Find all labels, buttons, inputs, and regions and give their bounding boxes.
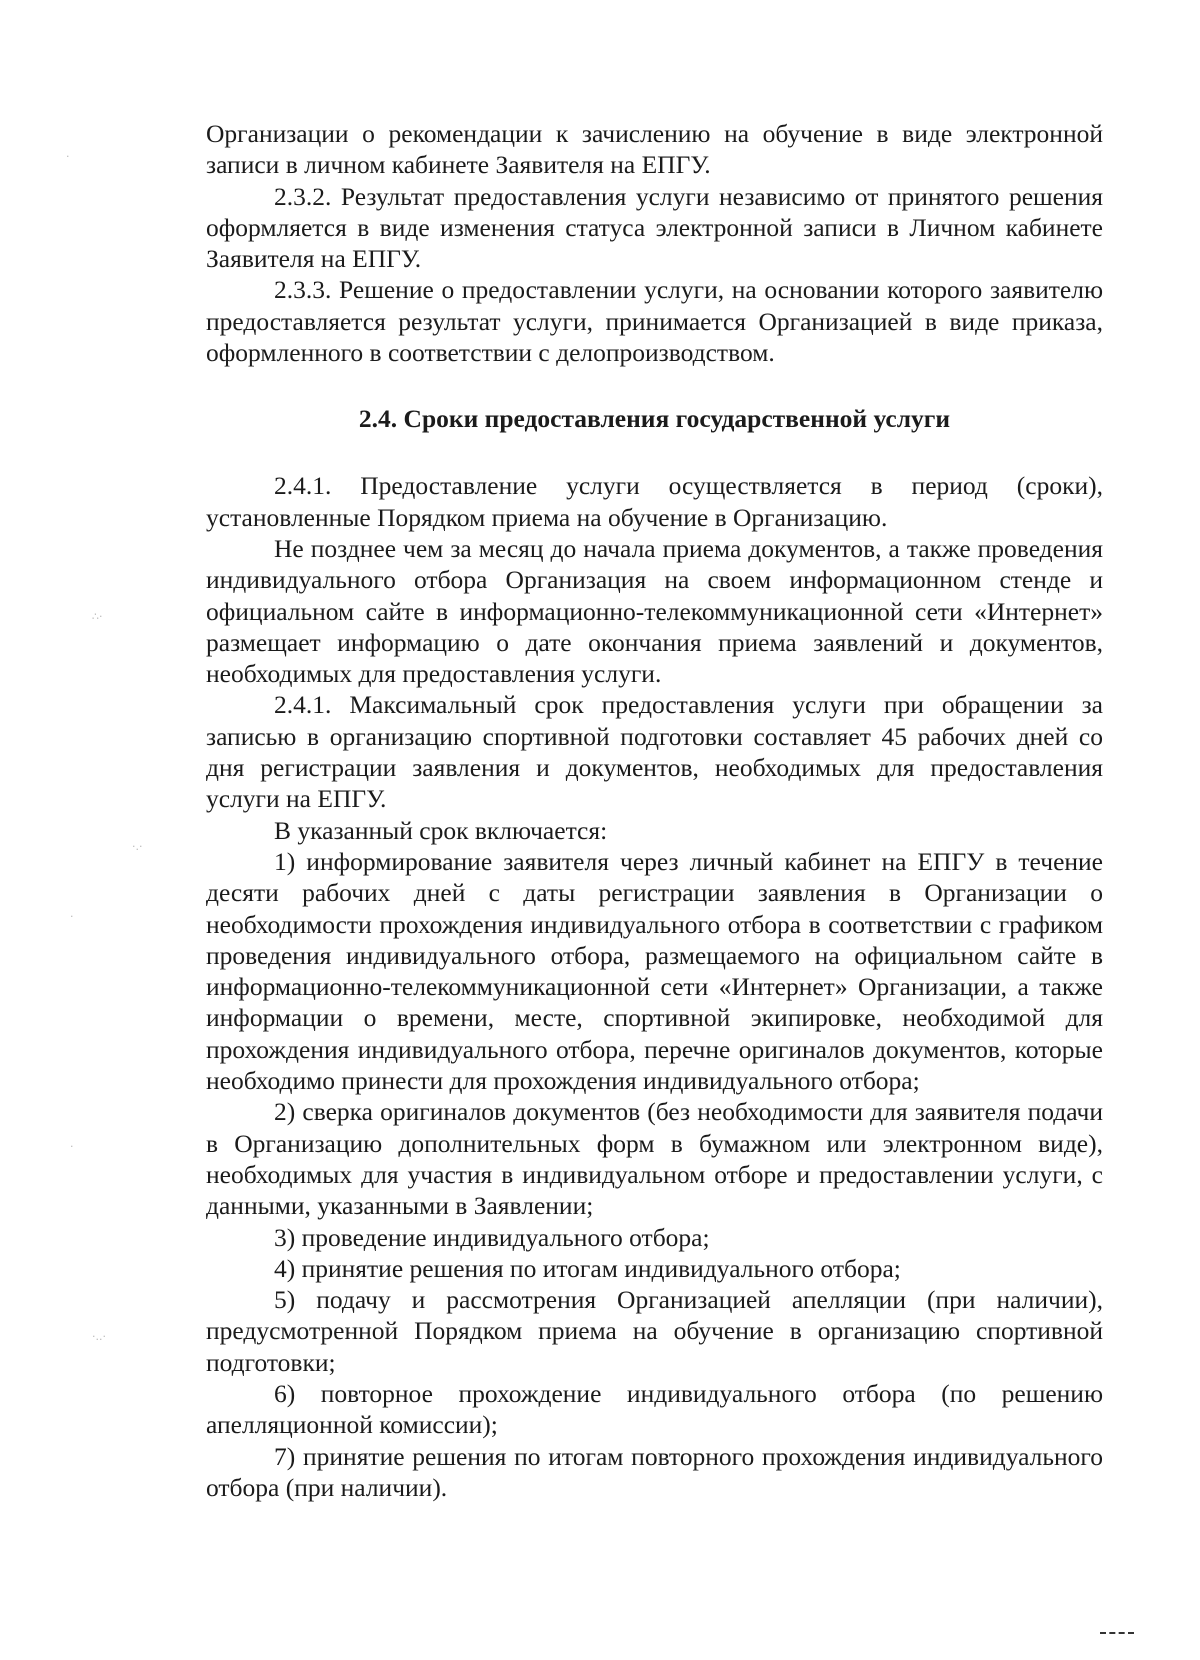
paragraph-2-4-1-max-term: 2.4.1. Максимальный срок предоставления услуги при обращении за записью в организацию спортивной подготовки составляет 45 рабочих дней со дня регистрации заявления и документов, необходимых для предоставления услуги на ЕПГУ. [206, 690, 1103, 814]
list-item-4: 4) принятие решения по итогам индивидуального отбора; [274, 1253, 901, 1283]
paragraph-continuation: Организации о рекомендации к зачислению на обучение в виде электронной записи в личном кабинете Заявителя на ЕПГУ. [206, 119, 1103, 180]
paragraph-2-3-3: 2.3.3. Решение о предоставлении услуги, на основании которого заявителю предоставляется результат услуги, принимается Организацией в виде приказа, оформленного в соответствии с делопроизводством. [206, 275, 1103, 368]
scan-speck: ∴· [92, 610, 103, 623]
paragraph-2-4-1: 2.4.1. Предоставление услуги осуществляется в период (сроки), установленные Порядком приема на обучение в Организацию. [206, 471, 1103, 532]
bottom-dash-mark [1100, 1632, 1134, 1636]
scan-speck: ·.· [132, 840, 143, 853]
scan-speck: ·..· [92, 1330, 106, 1343]
list-item-5: 5) подачу и рассмотрения Организацией апелляции (при наличии), предусмотренной Порядком приема на обучение в организацию спортивной подготовки; [206, 1285, 1103, 1377]
paragraph-term-includes: В указанный срок включается: [274, 815, 608, 845]
list-item-1: 1) информирование заявителя через личный кабинет на ЕПГУ в течение десяти рабочих дней с даты регистрации заявления в Организации о необходимости прохождения индивидуального отбора в соответствии с графиком проведения индивидуального отбора, размещаемого на официальном сайте в информационно-телекоммуникационной сети «Интернет» Организации, а также информации о времени, месте, спортивной экипировке, необходимой для прохождения индивидуального отбора, перечне оригиналов документов, которые необходимо принести для прохождения индивидуального отбора; [206, 846, 1103, 1096]
paragraph-2-3-2: 2.3.2. Результат предоставления услуги независимо от принятого решения оформляется в виде изменения статуса электронной записи в Личном кабинете Заявителя на ЕПГУ. [206, 181, 1103, 274]
scan-speck: · [66, 150, 70, 163]
section-heading-2-4: 2.4. Сроки предоставления государственной услуги [358, 404, 951, 434]
scan-speck: · [70, 1140, 74, 1153]
list-item-2: 2) сверка оригиналов документов (без необходимости для заявителя подачи в Организацию дополнительных форм в бумажном или электронном виде), необходимых для участия в индивидуальном отборе и предоставлении услуги, с данными, указанными в Заявлении; [206, 1097, 1103, 1221]
list-item-6: 6) повторное прохождение индивидуального отбора (по решению апелляционной комиссии); [206, 1378, 1103, 1440]
scan-speck: · [70, 910, 74, 923]
paragraph-deadline-info: Не позднее чем за месяц до начала приема документов, а также проведения индивидуального отбора Организация на своем информационном стенде и официальном сайте в информационно-телекоммуникационной сети «Интернет» размещает информацию о дате окончания приема заявлений и документов, необходимых для предоставления услуги. [206, 533, 1103, 689]
document-body [206, 118, 1103, 1503]
list-item-3: 3) проведение индивидуального отбора; [274, 1222, 710, 1252]
list-item-7: 7) принятие решения по итогам повторного прохождения индивидуального отбора (при наличии). [206, 1441, 1103, 1502]
